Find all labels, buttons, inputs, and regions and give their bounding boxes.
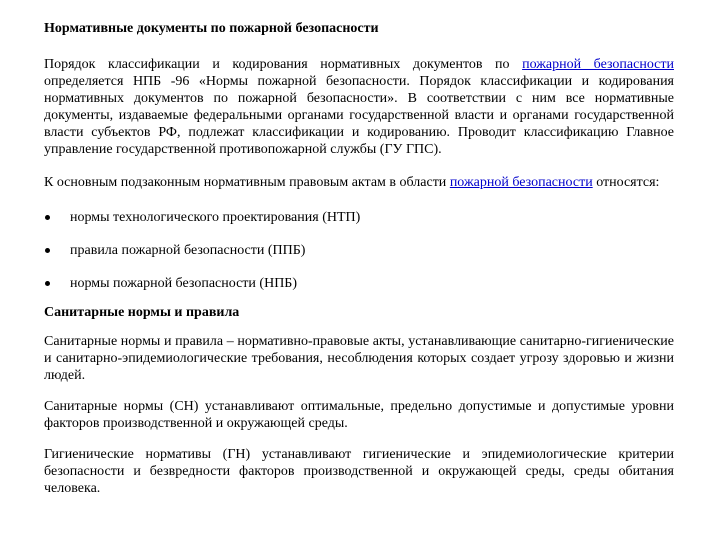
paragraph-text: определяется НПБ -96 «Нормы пожарной безопасности. Порядок классификации и кодирования нормативных документов по пожарной безопасности». В соответствии с ним все нормативные документы, издаваемые федеральными органами государственной власти и органами государственной власти субъектов РФ, подлежат классификации и кодированию. Проводит классификацию Главное управление государственной противопожарной службы (ГУ ГПС). xyxy=(44,74,674,157)
bullet-icon xyxy=(45,215,50,220)
paragraph-sanitary-norms: Санитарные нормы (СН) устанавливают оптимальные, предельно допустимые и допустимые уровни факторов производственной и окружающей среды. xyxy=(44,399,674,431)
paragraph-hygienic-norms: Гигиенические нормативы (ГН) устанавливают гигиенические и эпидемиологические критерии безопасности и безвредности факторов производственной и окружающей среды, среды обитания человека. xyxy=(44,447,674,496)
paragraph-classification xyxy=(44,56,674,158)
list-item xyxy=(44,242,674,259)
list-item-text: нормы пожарной безопасности (НПБ) xyxy=(70,276,298,291)
bullet-icon xyxy=(45,281,50,286)
list-item xyxy=(44,275,674,292)
fire-safety-link[interactable]: пожарной безопасности xyxy=(449,175,593,190)
document-page xyxy=(44,20,674,497)
bullet-icon xyxy=(45,248,50,253)
paragraph-text: относятся: xyxy=(592,175,660,190)
paragraph-text: К основным подзаконным нормативным правовым актам в области xyxy=(44,175,450,190)
list-item-text: нормы технологического проектирования (НТП) xyxy=(70,210,361,225)
paragraph-sanitary-definition: Санитарные нормы и правила – нормативно-правовые акты, устанавливающие санитарно-гигиенические и санитарно-эпидемиологические требования, несоблюдения которых создает угрозу здоровью и жизни людей. xyxy=(44,334,674,383)
section-title-fire-safety: Нормативные документы по пожарной безопасности xyxy=(44,21,379,36)
section-title-sanitary: Санитарные нормы и правила xyxy=(44,305,240,320)
paragraph-regulations xyxy=(44,174,674,191)
regulations-list xyxy=(44,209,674,292)
list-item xyxy=(44,209,674,226)
fire-safety-link[interactable]: пожарной безопасности xyxy=(522,57,674,72)
paragraph-text: Порядок классификации и кодирования нормативных документов по xyxy=(44,57,523,72)
list-item-text: правила пожарной безопасности (ППБ) xyxy=(70,243,306,258)
